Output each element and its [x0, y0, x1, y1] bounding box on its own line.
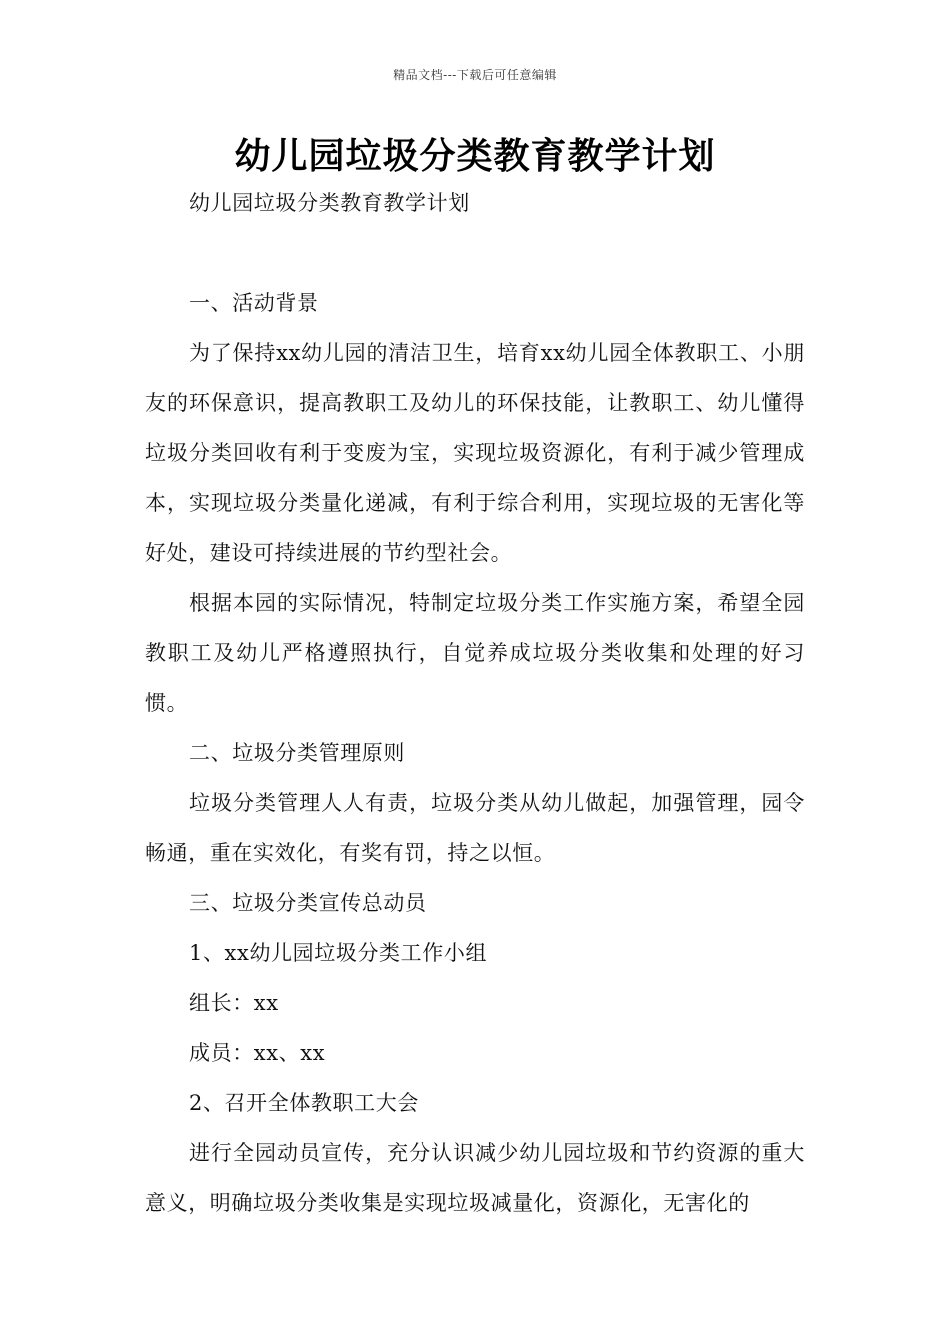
group-members-line: 成员：xx、xx	[189, 1041, 326, 1065]
section-heading-background: 一、活动背景	[189, 291, 319, 315]
group-leader-line: 组长：xx	[189, 991, 279, 1015]
paragraph-staff-meeting: 进行全园动员宣传，充分认识减少幼儿园垃圾和节约资源的重大意义，明确垃圾分类收集是实现垃圾减量化，资源化，无害化的	[145, 1141, 805, 1215]
subheading-work-group: 1、xx幼儿园垃圾分类工作小组	[189, 941, 488, 965]
blank-line	[145, 228, 805, 278]
subtitle-line: 幼儿园垃圾分类教育教学计划	[189, 191, 470, 215]
document-body	[145, 178, 805, 1228]
document-title: 幼儿园垃圾分类教育教学计划	[234, 136, 716, 177]
paragraph-background: 为了保持xx幼儿园的清洁卫生，培育xx幼儿园全体教职工、小朋友的环保意识，提高教职工及幼儿的环保技能，让教职工、幼儿懂得垃圾分类回收有利于变废为宝，实现垃圾资源化，有利于减少管理成本，实现垃圾分类量化递减，有利于综合利用，实现垃圾的无害化等好处，建设可持续进展的节约型社会。	[145, 341, 805, 565]
header-note: 精品文档---下载后可任意编辑	[393, 68, 557, 82]
section-heading-mobilization: 三、垃圾分类宣传总动员	[189, 891, 427, 915]
paragraph-implementation: 根据本园的实际情况，特制定垃圾分类工作实施方案，希望全园教职工及幼儿严格遵照执行，自觉养成垃圾分类收集和处理的好习惯。	[145, 591, 805, 715]
section-heading-principles: 二、垃圾分类管理原则	[189, 741, 405, 765]
subheading-staff-meeting: 2、召开全体教职工大会	[189, 1091, 419, 1115]
paragraph-principles: 垃圾分类管理人人有责，垃圾分类从幼儿做起，加强管理，园令畅通，重在实效化，有奖有罚，持之以恒。	[145, 791, 805, 865]
